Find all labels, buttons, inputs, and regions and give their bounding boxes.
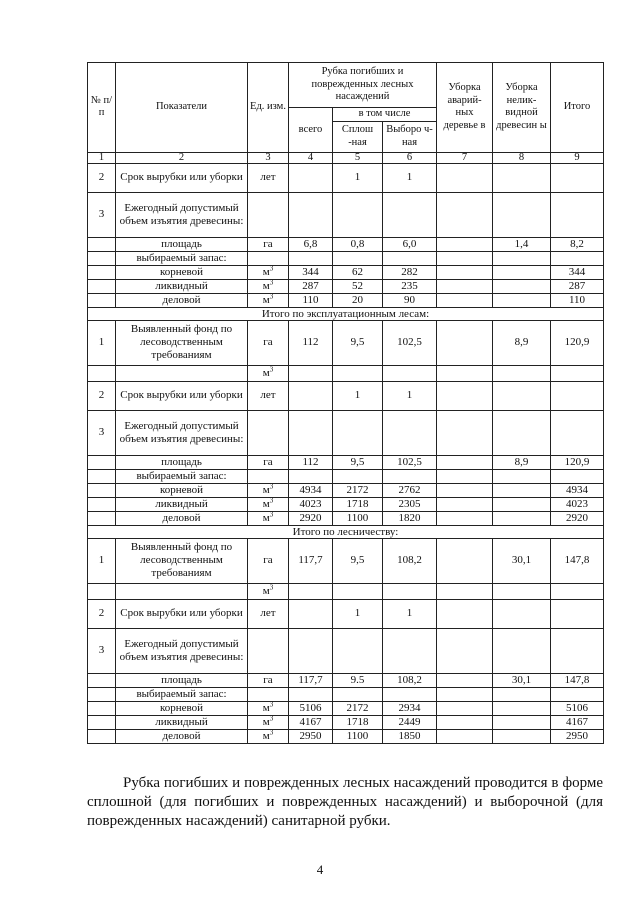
cell-c9: 147,8 (551, 538, 604, 583)
cell-unit: га (248, 237, 289, 251)
cell-unit: $м^3$ (248, 365, 289, 381)
cell-unit: $м^3$ (248, 583, 289, 599)
table-row (88, 483, 604, 497)
header-total-col: всего (289, 108, 333, 153)
table-row (88, 237, 604, 251)
cell-unit: га (248, 320, 289, 365)
cell-c7 (437, 687, 493, 701)
cell-c8 (493, 583, 551, 599)
cell-unit (248, 251, 289, 265)
cell-unit: $м^3$ (248, 483, 289, 497)
cell-c4 (289, 687, 333, 701)
cell-c6 (383, 583, 437, 599)
cell-c7 (437, 673, 493, 687)
cell-label: Выявленный фонд по лесоводственным требованиям (116, 538, 248, 583)
cell-label: Ежегодный допустимый объем изъятия древесины: (116, 192, 248, 237)
cell-c8 (493, 365, 551, 381)
table-row (88, 599, 604, 628)
table-row (88, 701, 604, 715)
cell-c9: 2950 (551, 729, 604, 743)
cell-c6: 2934 (383, 701, 437, 715)
cell-c8 (493, 701, 551, 715)
cell-n (88, 293, 116, 307)
cell-label: выбираемый запас: (116, 469, 248, 483)
cell-unit: лет (248, 599, 289, 628)
cell-c7 (437, 320, 493, 365)
cell-unit (248, 192, 289, 237)
cell-label: Выявленный фонд по лесоводственным требованиям (116, 320, 248, 365)
cell-c9 (551, 599, 604, 628)
cell-c9: 4934 (551, 483, 604, 497)
header-num: № п/ п (88, 63, 116, 153)
table-row (88, 265, 604, 279)
cell-c8 (493, 279, 551, 293)
table-row (88, 715, 604, 729)
table-row (88, 455, 604, 469)
cell-c4 (289, 469, 333, 483)
cell-c5 (333, 469, 383, 483)
cell-c5: 1100 (333, 729, 383, 743)
header-total: Итого (551, 63, 604, 153)
cell-unit (248, 469, 289, 483)
cell-c4: 112 (289, 455, 333, 469)
cell-c8 (493, 729, 551, 743)
column-numbers-row (88, 152, 604, 163)
cell-label: ликвидный (116, 279, 248, 293)
table-row (88, 628, 604, 673)
cell-c9: 120,9 (551, 455, 604, 469)
cell-c5 (333, 192, 383, 237)
column-number: 2 (116, 152, 248, 163)
table-row (88, 469, 604, 483)
cell-c7 (437, 469, 493, 483)
cell-c8 (493, 293, 551, 307)
cell-n (88, 455, 116, 469)
cell-c5: 2172 (333, 701, 383, 715)
cell-c7 (437, 729, 493, 743)
cell-label: выбираемый запас: (116, 251, 248, 265)
cell-c7 (437, 381, 493, 410)
cell-label: площадь (116, 455, 248, 469)
cell-n (88, 365, 116, 381)
cell-c5: 2172 (333, 483, 383, 497)
cell-label (116, 365, 248, 381)
cell-c6: 282 (383, 265, 437, 279)
cell-c8 (493, 599, 551, 628)
cell-c8 (493, 483, 551, 497)
header-felling: Рубка погибших и поврежденных лесных насаждений (289, 63, 437, 108)
cell-n (88, 469, 116, 483)
cell-n (88, 583, 116, 599)
cell-c8 (493, 511, 551, 525)
cell-n: 3 (88, 410, 116, 455)
cell-c7 (437, 599, 493, 628)
cell-c7 (437, 511, 493, 525)
cell-c5: 20 (333, 293, 383, 307)
cell-c5: 1 (333, 163, 383, 192)
cell-unit: лет (248, 381, 289, 410)
header-unit: Ед. изм. (248, 63, 289, 153)
cell-c5 (333, 365, 383, 381)
header-incl: в том числе (333, 108, 437, 122)
cell-c8: 1,4 (493, 237, 551, 251)
cell-label: Ежегодный допустимый объем изъятия древесины: (116, 410, 248, 455)
cell-c4 (289, 192, 333, 237)
cell-label: корневой (116, 265, 248, 279)
cell-label: площадь (116, 237, 248, 251)
cell-c6 (383, 410, 437, 455)
cell-c6: 2449 (383, 715, 437, 729)
cell-unit (248, 628, 289, 673)
cell-n: 3 (88, 192, 116, 237)
cell-c9: 2920 (551, 511, 604, 525)
cell-n (88, 687, 116, 701)
cell-c9: 8,2 (551, 237, 604, 251)
cell-c4: 117,7 (289, 538, 333, 583)
cell-c6: 1820 (383, 511, 437, 525)
cell-c7 (437, 163, 493, 192)
cell-c9 (551, 163, 604, 192)
cell-label: корневой (116, 701, 248, 715)
cell-c4: 6,8 (289, 237, 333, 251)
cell-c6: 1 (383, 599, 437, 628)
cell-unit (248, 410, 289, 455)
cell-c6: 1850 (383, 729, 437, 743)
cell-c7 (437, 701, 493, 715)
cell-c9: 147,8 (551, 673, 604, 687)
cell-c4: 117,7 (289, 673, 333, 687)
cell-c9 (551, 365, 604, 381)
table-row (88, 192, 604, 237)
cell-c8 (493, 410, 551, 455)
cell-c8: 30,1 (493, 538, 551, 583)
section-title: Итого по эксплуатационным лесам: (88, 307, 604, 320)
cell-c4: 4167 (289, 715, 333, 729)
cell-c4: 110 (289, 293, 333, 307)
cell-c6 (383, 469, 437, 483)
cell-unit: $м^3$ (248, 497, 289, 511)
cell-c8: 8,9 (493, 320, 551, 365)
cell-c7 (437, 483, 493, 497)
cell-c4 (289, 381, 333, 410)
section-title: Итого по лесничеству: (88, 525, 604, 538)
cell-c5: 62 (333, 265, 383, 279)
cell-c4: 112 (289, 320, 333, 365)
cell-label: Срок вырубки или уборки (116, 163, 248, 192)
cell-n (88, 279, 116, 293)
cell-c8 (493, 469, 551, 483)
cell-n: 2 (88, 381, 116, 410)
header-select: Выборо ч-ная (383, 121, 437, 152)
table-row (88, 320, 604, 365)
cell-c9 (551, 251, 604, 265)
table-row (88, 279, 604, 293)
cell-label: площадь (116, 673, 248, 687)
cell-c5: 1100 (333, 511, 383, 525)
cell-unit: $м^3$ (248, 729, 289, 743)
table-row (88, 687, 604, 701)
cell-c7 (437, 293, 493, 307)
cell-unit: $м^3$ (248, 511, 289, 525)
cell-c6: 108,2 (383, 673, 437, 687)
cell-n (88, 673, 116, 687)
column-number: 6 (383, 152, 437, 163)
cell-c7 (437, 715, 493, 729)
cell-c5: 52 (333, 279, 383, 293)
cell-c7 (437, 497, 493, 511)
cell-unit: га (248, 673, 289, 687)
cell-unit: лет (248, 163, 289, 192)
cell-label: ликвидный (116, 497, 248, 511)
cell-n (88, 483, 116, 497)
cell-label (116, 583, 248, 599)
cell-n (88, 511, 116, 525)
cell-label: деловой (116, 293, 248, 307)
cell-c8: 30,1 (493, 673, 551, 687)
cell-c9 (551, 628, 604, 673)
cell-c7 (437, 365, 493, 381)
cell-c7 (437, 628, 493, 673)
column-number: 3 (248, 152, 289, 163)
cell-unit: $м^3$ (248, 715, 289, 729)
cell-label: Ежегодный допустимый объем изъятия древесины: (116, 628, 248, 673)
cell-c9 (551, 469, 604, 483)
cell-c5 (333, 251, 383, 265)
cell-c9 (551, 410, 604, 455)
cell-c6: 2762 (383, 483, 437, 497)
cell-c5 (333, 583, 383, 599)
forest-felling-table (87, 62, 604, 744)
cell-unit: $м^3$ (248, 701, 289, 715)
cell-n: 2 (88, 163, 116, 192)
cell-c5: 9.5 (333, 673, 383, 687)
cell-label: Срок вырубки или уборки (116, 599, 248, 628)
table-row (88, 511, 604, 525)
cell-c9: 120,9 (551, 320, 604, 365)
cell-c5: 9,5 (333, 455, 383, 469)
cell-c4: 4023 (289, 497, 333, 511)
cell-c4: 2920 (289, 511, 333, 525)
cell-c9 (551, 192, 604, 237)
column-number: 9 (551, 152, 604, 163)
table-row (88, 497, 604, 511)
cell-n (88, 237, 116, 251)
cell-c4: 287 (289, 279, 333, 293)
cell-n: 3 (88, 628, 116, 673)
cell-c6 (383, 365, 437, 381)
cell-c8 (493, 497, 551, 511)
cell-c7 (437, 265, 493, 279)
cell-label: выбираемый запас: (116, 687, 248, 701)
cell-c7 (437, 237, 493, 251)
cell-n (88, 251, 116, 265)
cell-n: 2 (88, 599, 116, 628)
column-number: 7 (437, 152, 493, 163)
cell-c5: 1 (333, 599, 383, 628)
cell-c8 (493, 265, 551, 279)
table-row (88, 163, 604, 192)
cell-n (88, 497, 116, 511)
table-row (88, 673, 604, 687)
cell-c5: 9,5 (333, 320, 383, 365)
cell-c5: 1718 (333, 715, 383, 729)
cell-n: 1 (88, 320, 116, 365)
cell-c9: 287 (551, 279, 604, 293)
cell-c7 (437, 538, 493, 583)
cell-n (88, 701, 116, 715)
cell-n (88, 715, 116, 729)
cell-unit: $м^3$ (248, 279, 289, 293)
cell-c5: 0,8 (333, 237, 383, 251)
cell-c8: 8,9 (493, 455, 551, 469)
table-row (88, 583, 604, 599)
cell-unit: га (248, 455, 289, 469)
cell-c7 (437, 251, 493, 265)
cell-label: деловой (116, 729, 248, 743)
header-nonliquid: Уборка нелик- видной древесин ы (493, 63, 551, 153)
cell-c4: 4934 (289, 483, 333, 497)
cell-c8 (493, 163, 551, 192)
cell-c9: 344 (551, 265, 604, 279)
cell-label: деловой (116, 511, 248, 525)
cell-c4 (289, 163, 333, 192)
header-clear: Сплош -ная (333, 121, 383, 152)
cell-unit (248, 687, 289, 701)
cell-c4: 2950 (289, 729, 333, 743)
cell-c6 (383, 687, 437, 701)
cell-c5 (333, 687, 383, 701)
note-paragraph: Рубка погибших и поврежденных лесных насаждений проводится в форме сплошной (для погибших и поврежденных насаждений) и выборочной (для поврежденных насаждений) санитарной рубки. (87, 775, 603, 829)
table-row (88, 729, 604, 743)
cell-c6: 6,0 (383, 237, 437, 251)
cell-c6: 108,2 (383, 538, 437, 583)
cell-c4: 5106 (289, 701, 333, 715)
cell-c5: 1 (333, 381, 383, 410)
section-title-row (88, 307, 604, 320)
cell-n: 1 (88, 538, 116, 583)
cell-c9 (551, 583, 604, 599)
table-row (88, 410, 604, 455)
cell-c6 (383, 251, 437, 265)
cell-c7 (437, 455, 493, 469)
cell-c6: 2305 (383, 497, 437, 511)
table-row (88, 293, 604, 307)
cell-c6 (383, 192, 437, 237)
cell-c8 (493, 381, 551, 410)
cell-c7 (437, 410, 493, 455)
cell-c9 (551, 381, 604, 410)
cell-unit: $м^3$ (248, 293, 289, 307)
cell-c6: 102,5 (383, 455, 437, 469)
table-row (88, 365, 604, 381)
cell-c8 (493, 192, 551, 237)
table-row (88, 251, 604, 265)
cell-c4 (289, 583, 333, 599)
cell-c6 (383, 628, 437, 673)
cell-n (88, 265, 116, 279)
cell-c4: 344 (289, 265, 333, 279)
column-number: 5 (333, 152, 383, 163)
cell-n (88, 729, 116, 743)
cell-label: Срок вырубки или уборки (116, 381, 248, 410)
header-indicators: Показатели (116, 63, 248, 153)
cell-c8 (493, 715, 551, 729)
cell-c8 (493, 687, 551, 701)
cell-c6: 235 (383, 279, 437, 293)
cell-c9: 5106 (551, 701, 604, 715)
cell-c6: 90 (383, 293, 437, 307)
cell-c9 (551, 687, 604, 701)
cell-c7 (437, 192, 493, 237)
cell-c4 (289, 365, 333, 381)
table-row (88, 538, 604, 583)
cell-c4 (289, 628, 333, 673)
cell-unit: $м^3$ (248, 265, 289, 279)
section-title-row (88, 525, 604, 538)
column-number: 4 (289, 152, 333, 163)
cell-c4 (289, 251, 333, 265)
cell-c7 (437, 583, 493, 599)
cell-c6: 102,5 (383, 320, 437, 365)
header-emergency: Уборка аварий- ных деревье в (437, 63, 493, 153)
cell-c5 (333, 628, 383, 673)
forest-felling-table-container (87, 62, 603, 744)
column-number: 8 (493, 152, 551, 163)
cell-c5: 9,5 (333, 538, 383, 583)
table-row (88, 381, 604, 410)
cell-c9: 110 (551, 293, 604, 307)
cell-c8 (493, 251, 551, 265)
cell-c9: 4023 (551, 497, 604, 511)
page-number: 4 (316, 862, 324, 877)
cell-c7 (437, 279, 493, 293)
cell-label: корневой (116, 483, 248, 497)
column-number: 1 (88, 152, 116, 163)
cell-c4 (289, 599, 333, 628)
cell-c6: 1 (383, 163, 437, 192)
cell-c8 (493, 628, 551, 673)
cell-label: ликвидный (116, 715, 248, 729)
cell-c6: 1 (383, 381, 437, 410)
cell-c9: 4167 (551, 715, 604, 729)
cell-c5 (333, 410, 383, 455)
cell-c5: 1718 (333, 497, 383, 511)
cell-unit: га (248, 538, 289, 583)
cell-c4 (289, 410, 333, 455)
